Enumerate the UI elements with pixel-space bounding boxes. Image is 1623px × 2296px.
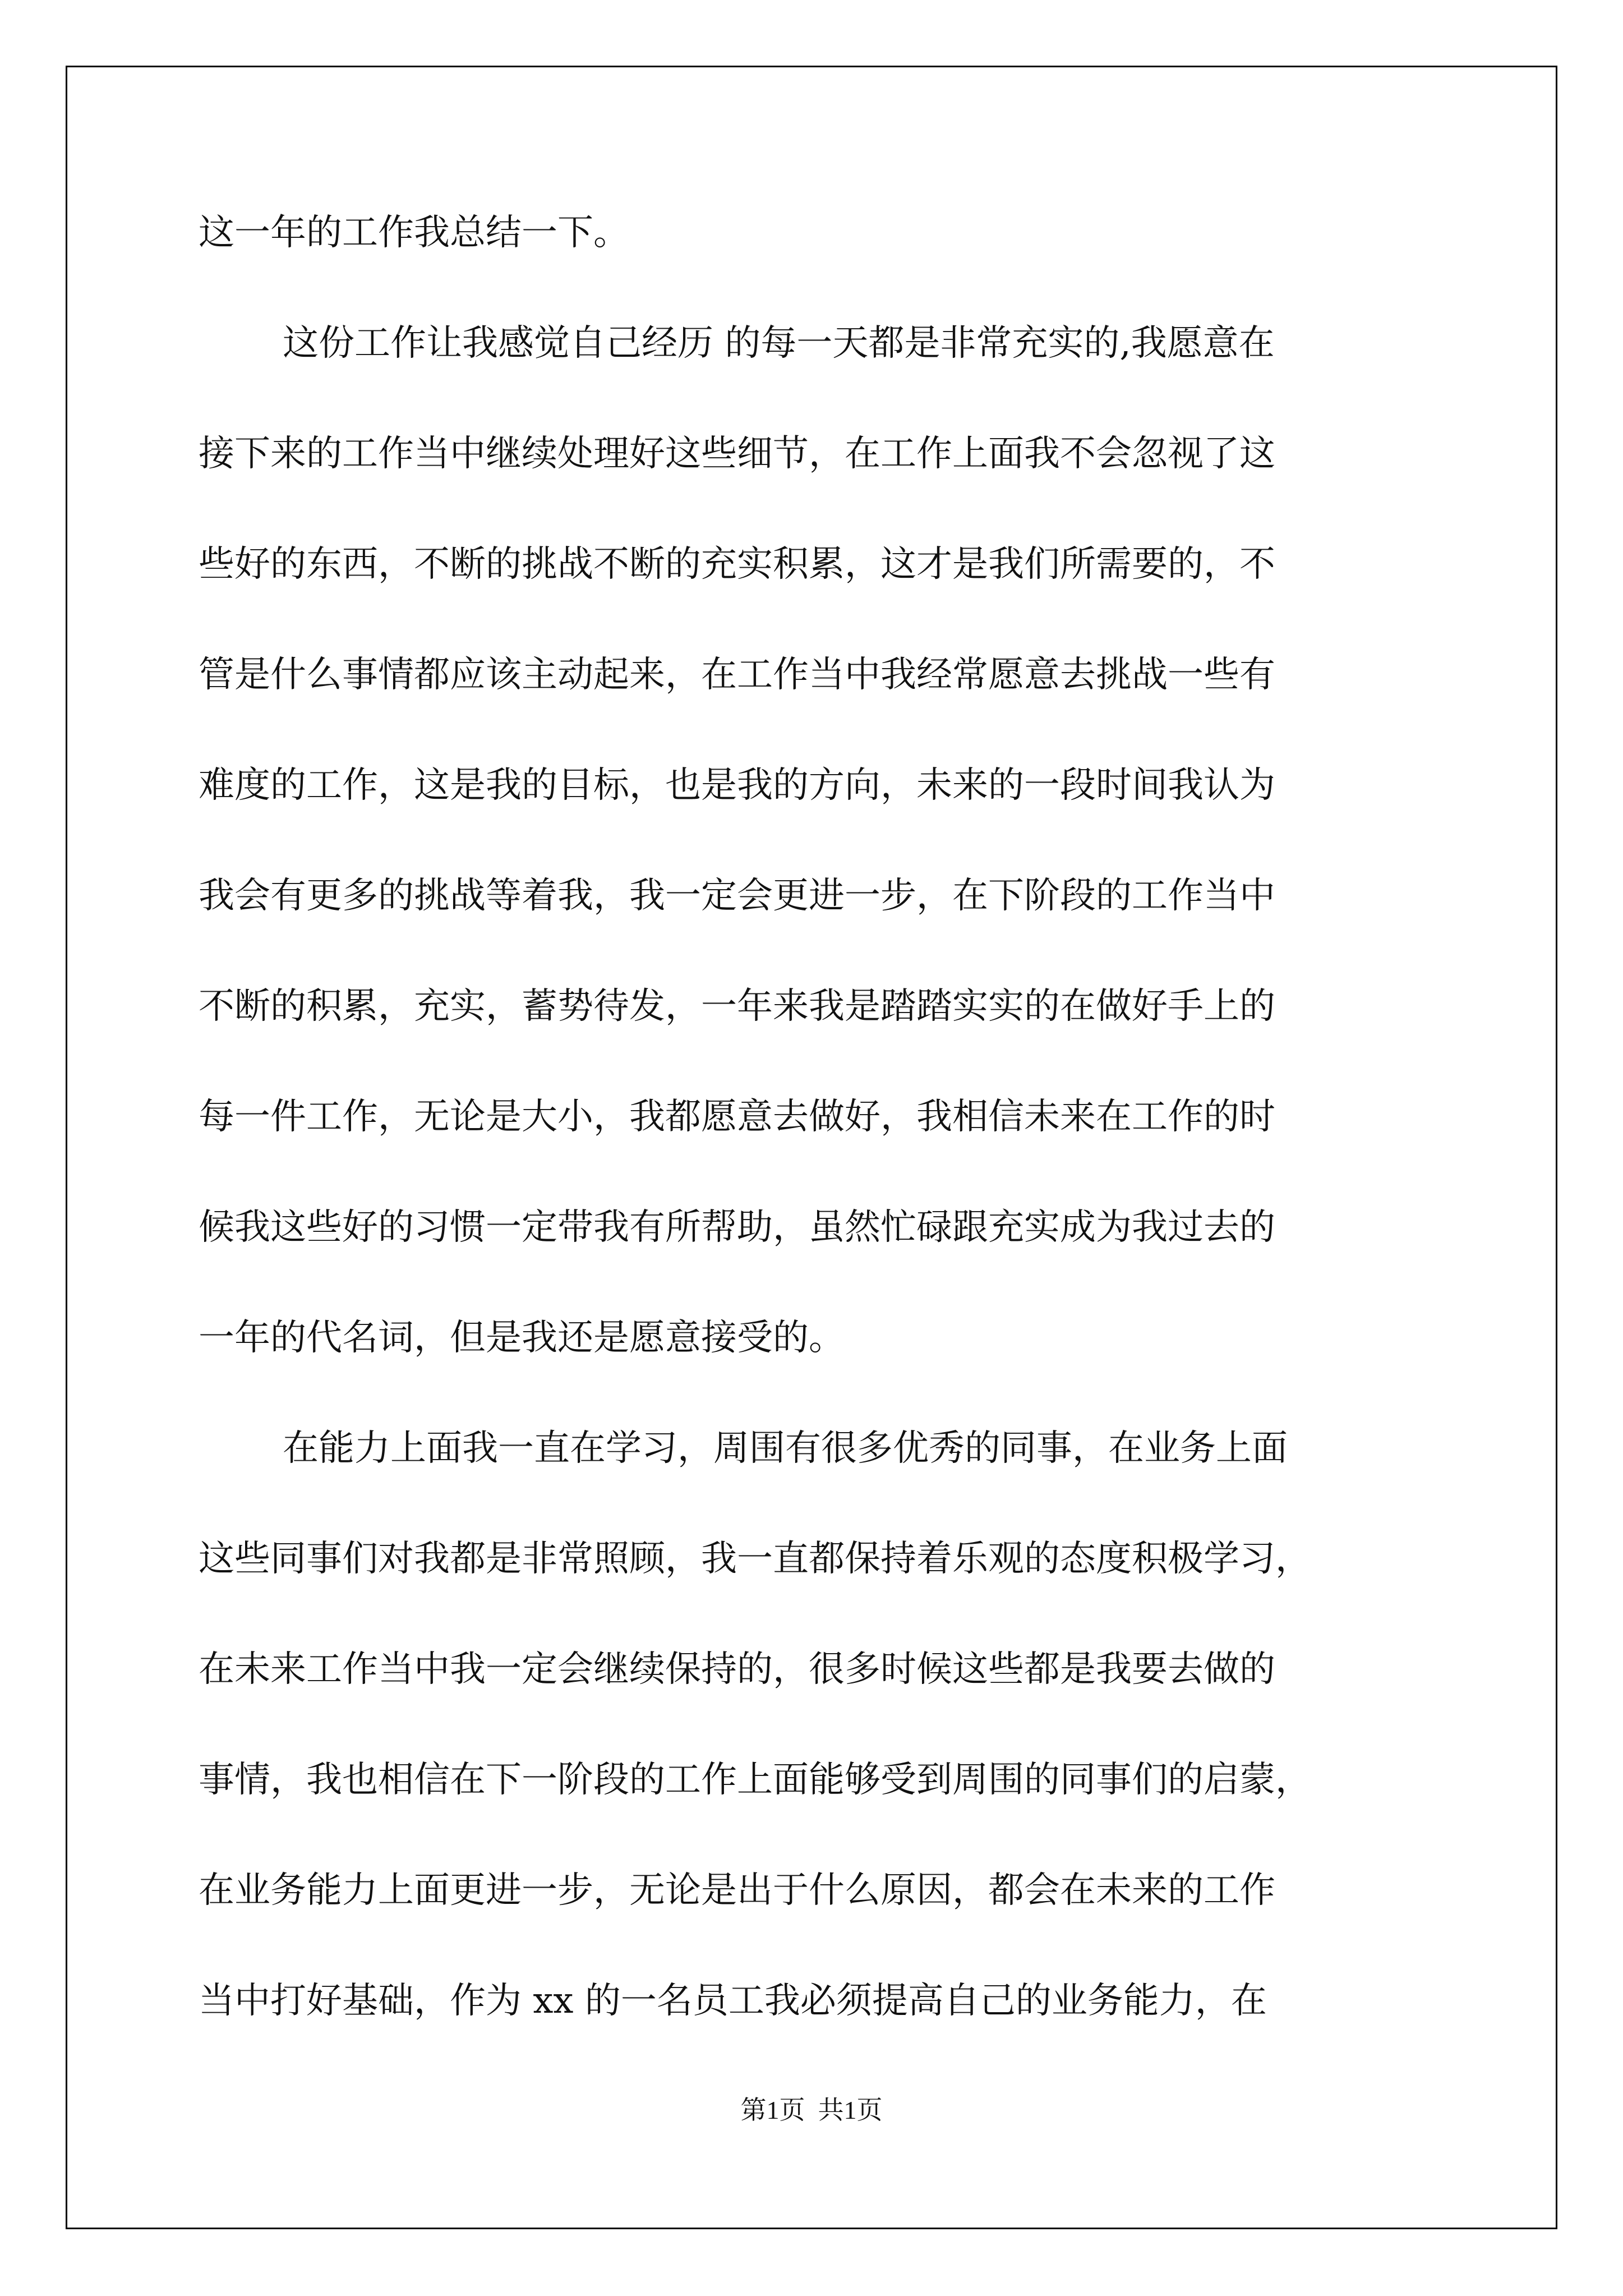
text-line: 每一件工作，无论是大小，我都愿意去做好，我相信未来在工作的时 — [199, 1096, 1275, 1138]
text-line: 一年的代名词，但是我还是愿意接受的。 — [199, 1317, 845, 1359]
text-line: 这一年的工作我总结一下。 — [199, 212, 629, 254]
text-line: 我会有更多的挑战等着我，我一定会更进一步，在下阶段的工作当中 — [199, 875, 1275, 917]
text-line: 在业务能力上面更进一步，无论是出于什么原因，都会在未来的工作 — [199, 1870, 1275, 1911]
text-line: 在未来工作当中我一定会继续保持的，很多时候这些都是我要去做的 — [199, 1649, 1275, 1690]
text-line: 接下来的工作当中继续处理好这些细节，在工作上面我不会忽视了这 — [199, 433, 1275, 475]
paragraph-start-line: 在能力上面我一直在学习，周围有很多优秀的同事，在业务上面 — [283, 1428, 1288, 1469]
text-line: 当中打好基础，作为 xx 的一名员工我必须提高自己的业务能力，在 — [199, 1980, 1267, 2022]
text-line: 些好的东西，不断的挑战不断的充实积累，这才是我们所需要的，不 — [199, 544, 1275, 585]
text-line: 事情，我也相信在下一阶段的工作上面能够受到周围的同事们的启蒙， — [199, 1759, 1311, 1801]
paragraph-start-line: 这份工作让我感觉自己经历 的每一天都是非常充实的,我愿意在 — [283, 323, 1275, 364]
text-line: 这些同事们对我都是非常照顾，我一直都保持着乐观的态度积极学习， — [199, 1538, 1311, 1580]
text-line: 难度的工作，这是我的目标，也是我的方向，未来的一段时间我认为 — [199, 765, 1275, 806]
page-number-footer: 第1页 共1页 — [740, 2096, 883, 2124]
text-line: 不断的积累，充实，蓄势待发，一年来我是踏踏实实的在做好手上的 — [199, 986, 1275, 1027]
text-line: 候我这些好的习惯一定带我有所帮助，虽然忙碌跟充实成为我过去的 — [199, 1207, 1275, 1248]
text-line: 管是什么事情都应该主动起来，在工作当中我经常愿意去挑战一些有 — [199, 654, 1275, 696]
